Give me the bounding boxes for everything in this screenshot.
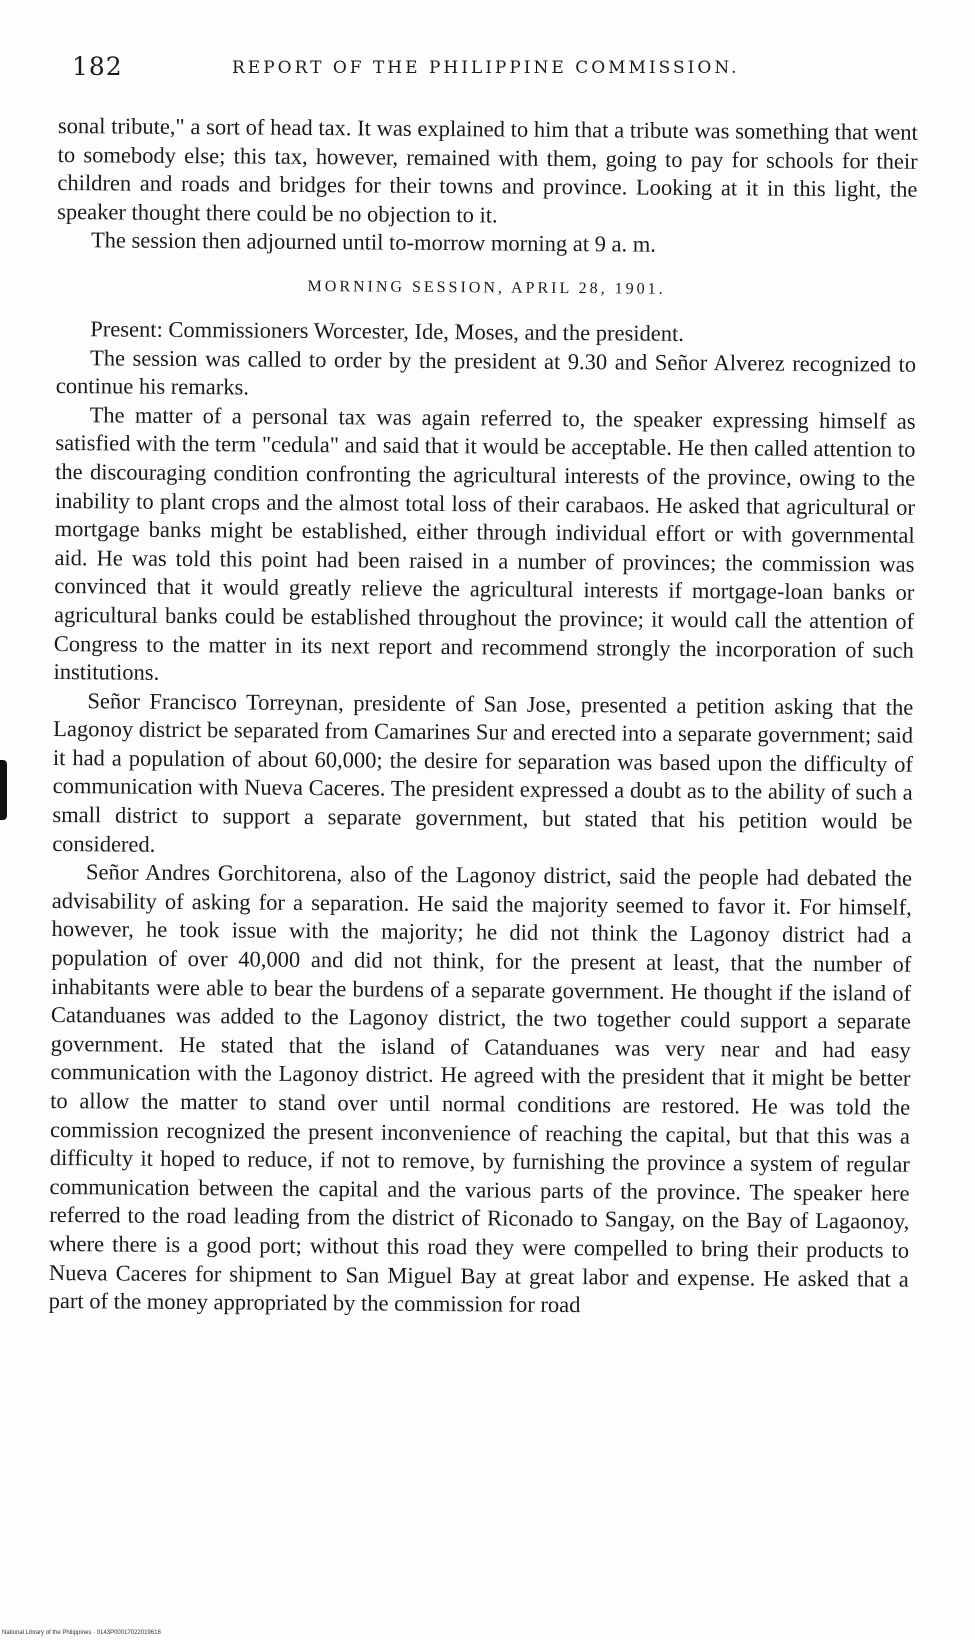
body-text [49,112,918,1322]
binding-mark [0,760,7,820]
paragraph-personal-tax: The matter of a personal tax was again referred to, the speaker expressing himself as satisfied with the term "cedula" and said that it would be acceptable. He then called attention to the discouraging condition confronting the agricultural interests of the province, owing to the inability to plant crops and the almost total loss of their carabaos. He asked that agricultural or mortgage banks might be established, either through individual effort or with governmental aid. He was told this point had been raised in a number of provinces; the commission was convinced that it would greatly relieve the agricultural interests if mortgage-loan banks or agricultural banks could be established throughout the province; it would call the attention of Congress to the matter in its next report and recommend strongly the incorporation of such institutions. [53,402,916,685]
page-header [72,48,932,88]
paragraph-gorchitorena: Señor Andres Gorchitorena, also of the Lagonoy district, said the people had debated the advisability of asking for a separation. He said the majority seemed to favor it. For himself, however, he took issue with the majority; he did not think the Lagonoy district had a population of over 40,000 and did not think, for the present at least, that the number of inhabitants were able to bear the burdens of a separate government. He thought if the island of Catanduanes was added to the Lagonoy district, the two together could support a separate government. He stated that the island of Catanduanes was very near and had easy communication with the Lagonoy district. He agreed with the president that it might be better to allow the matter to stand over until normal conditions are restored. He was told the commission recognized the present inconvenience of reaching the capital, but that this was a difficulty it hoped to reduce, if not to remove, by furnishing the province a system of regular communication between the capital and the various parts of the province. The speaker here referred to the road leading from the district of Riconado to Sangay, on the Bay of Lagaonoy, where there is a good port; without this road they were compelled to bring their products to Nueva Caceres for shipment to San Miguel Bay at great labor and expense. He asked that a part of the money appropriated by the commission for road [48,859,913,1318]
paragraph-called-to-order: The session was called to order by the president at 9.30 and Señor Alverez recognized to continue his remarks. [55,344,917,400]
footer-credit: National Library of the Philippines · 0143P00017022019618 [2,1630,161,1636]
running-head: REPORT OF THE PHILIPPINE COMMISSION. [232,58,740,78]
paragraph-torreynan: Señor Francisco Torreynan, presidente of San Jose, presented a petition asking that the Lagonoy district be separated from Camarines Sur and erected into a separate government; said it had a population of about 60,000; the desire for separation was based upon the difficulty of communication with Nueva Caceres. The president expressed a doubt as to the ability of such a small district to support a separate government, but stated that his petition would be considered. [52,687,914,857]
paragraph-continued: sonal tribute," a sort of head tax. It was explained to him that a tribute was something that went to somebody else; this tax, however, remained with them, going to pay for schools for their children and roads and bridges for their towns and province. Looking at it in this light, the speaker thought there could be no objection to it. [57,112,918,228]
section-heading: MORNING SESSION, APRIL 28, 1901. [307,277,666,298]
paragraph-adjourned: The session then adjourned until to-morrow morning at 9 a. m. [90,227,656,258]
page-number: 182 [72,52,123,81]
paragraph-present: Present: Commissioners Worcester, Ide, Moses, and the president. [90,316,685,346]
